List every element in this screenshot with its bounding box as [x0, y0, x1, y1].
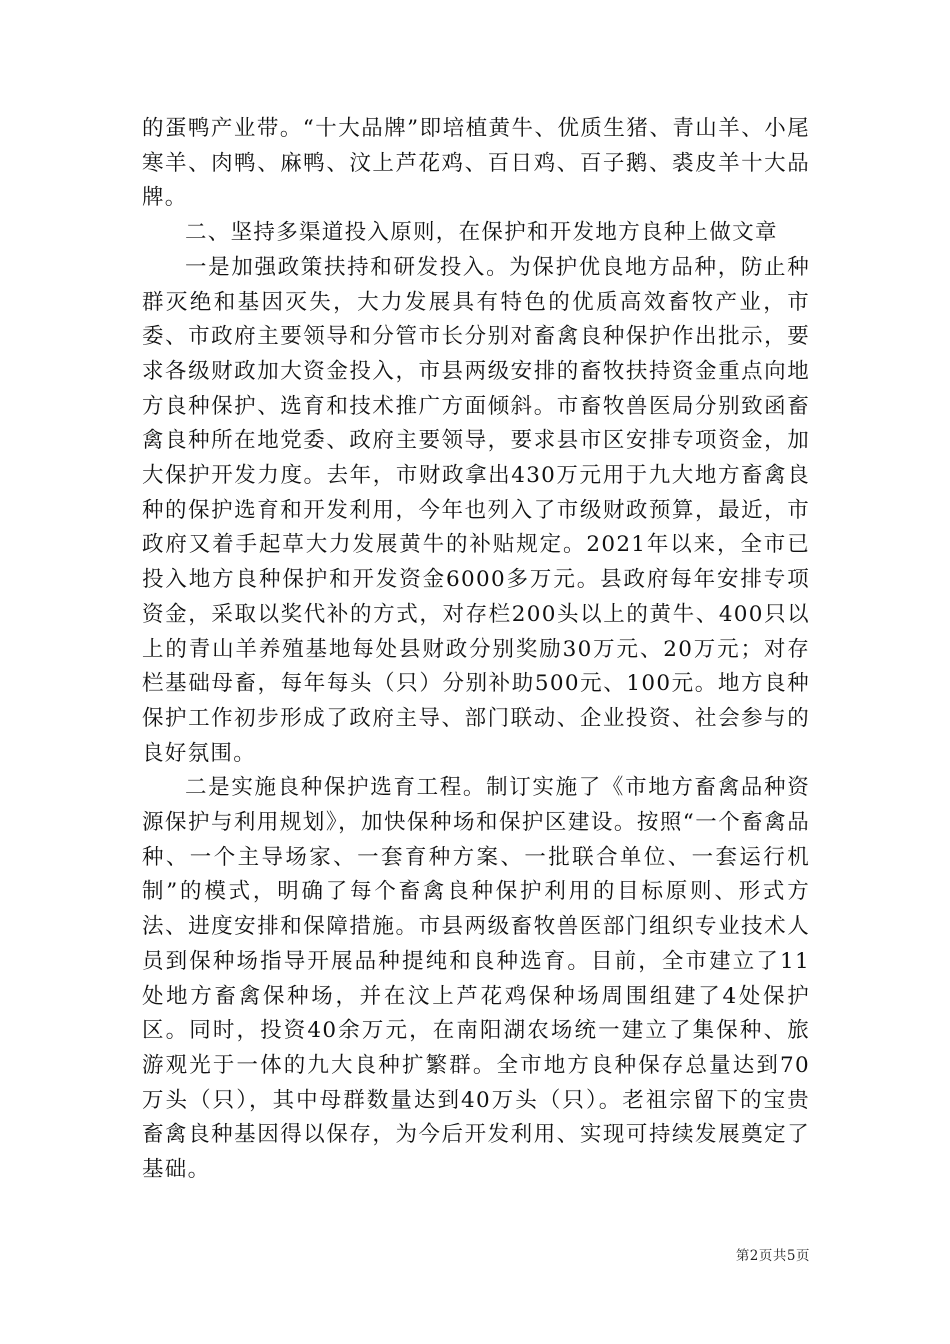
document-body: [142, 112, 810, 1188]
paragraph-breeding-project: 二是实施良种保护选育工程。制订实施了《市地方畜禽品种资源保护与利用规划》，加快保种场和保护区建设。按照“一个畜禽品种、一个主导场家、一套育种方案、一批联合单位、一套运行机制”的模式，明确了每个畜禽良种保护利用的目标原则、形式方法、进度安排和保障措施。市县两级畜牧兽医部门组织专业技术人员到保种场指导开展品种提纯和良种选育。目前，全市建立了11处地方畜禽保种场，并在汶上芦花鸡保种场周围组建了4处保护区。同时，投资40余万元，在南阳湖农场统一建立了集保种、旅游观光于一体的九大良种扩繁群。全市地方良种保存总量达到70万头（只），其中母群数量达到40万头（只）。老祖宗留下的宝贵畜禽良种基因得以保存，为今后开发利用、实现可持续发展奠定了基础。: [142, 775, 810, 1183]
section-heading: 二、坚持多渠道投入原则，在保护和开发地方良种上做文章: [185, 220, 778, 246]
page-number: 第2页共5页: [735, 1248, 810, 1264]
paragraph-policy-support: 一是加强政策扶持和研发投入。为保护优良地方品种，防止种群灭绝和基因灭失，大力发展具有特色的优质高效畜牧产业，市委、市政府主要领导和分管市长分别对畜禽良种保护作出批示，要求各级财政加大资金投入，市县两级安排的畜牧扶持资金重点向地方良种保护、选育和技术推广方面倾斜。市畜牧兽医局分别致函畜禽良种所在地党委、政府主要领导，要求县市区安排专项资金，加大保护开发力度。去年，市财政拿出430万元用于九大地方畜禽良种的保护选育和开发利用，今年也列入了市级财政预算，最近，市政府又着手起草大力发展黄牛的补贴规定。2021年以来，全市已投入地方良种保护和开发资金6000多万元。县政府每年安排专项资金，采取以奖代补的方式，对存栏200头以上的黄牛、400只以上的青山羊养殖基地每处县财政分别奖励30万元、20万元；对存栏基础母畜，每年每头（只）分别补助500元、100元。地方良种保护工作初步形成了政府主导、部门联动、企业投资、社会参与的良好氛围。: [142, 254, 810, 766]
paragraph-brands: 的蛋鸭产业带。“十大品牌”即培植黄牛、优质生猪、青山羊、小尾寒羊、肉鸭、麻鸭、汶上芦花鸡、百日鸡、百子鹅、裘皮羊十大品牌。: [142, 116, 810, 211]
